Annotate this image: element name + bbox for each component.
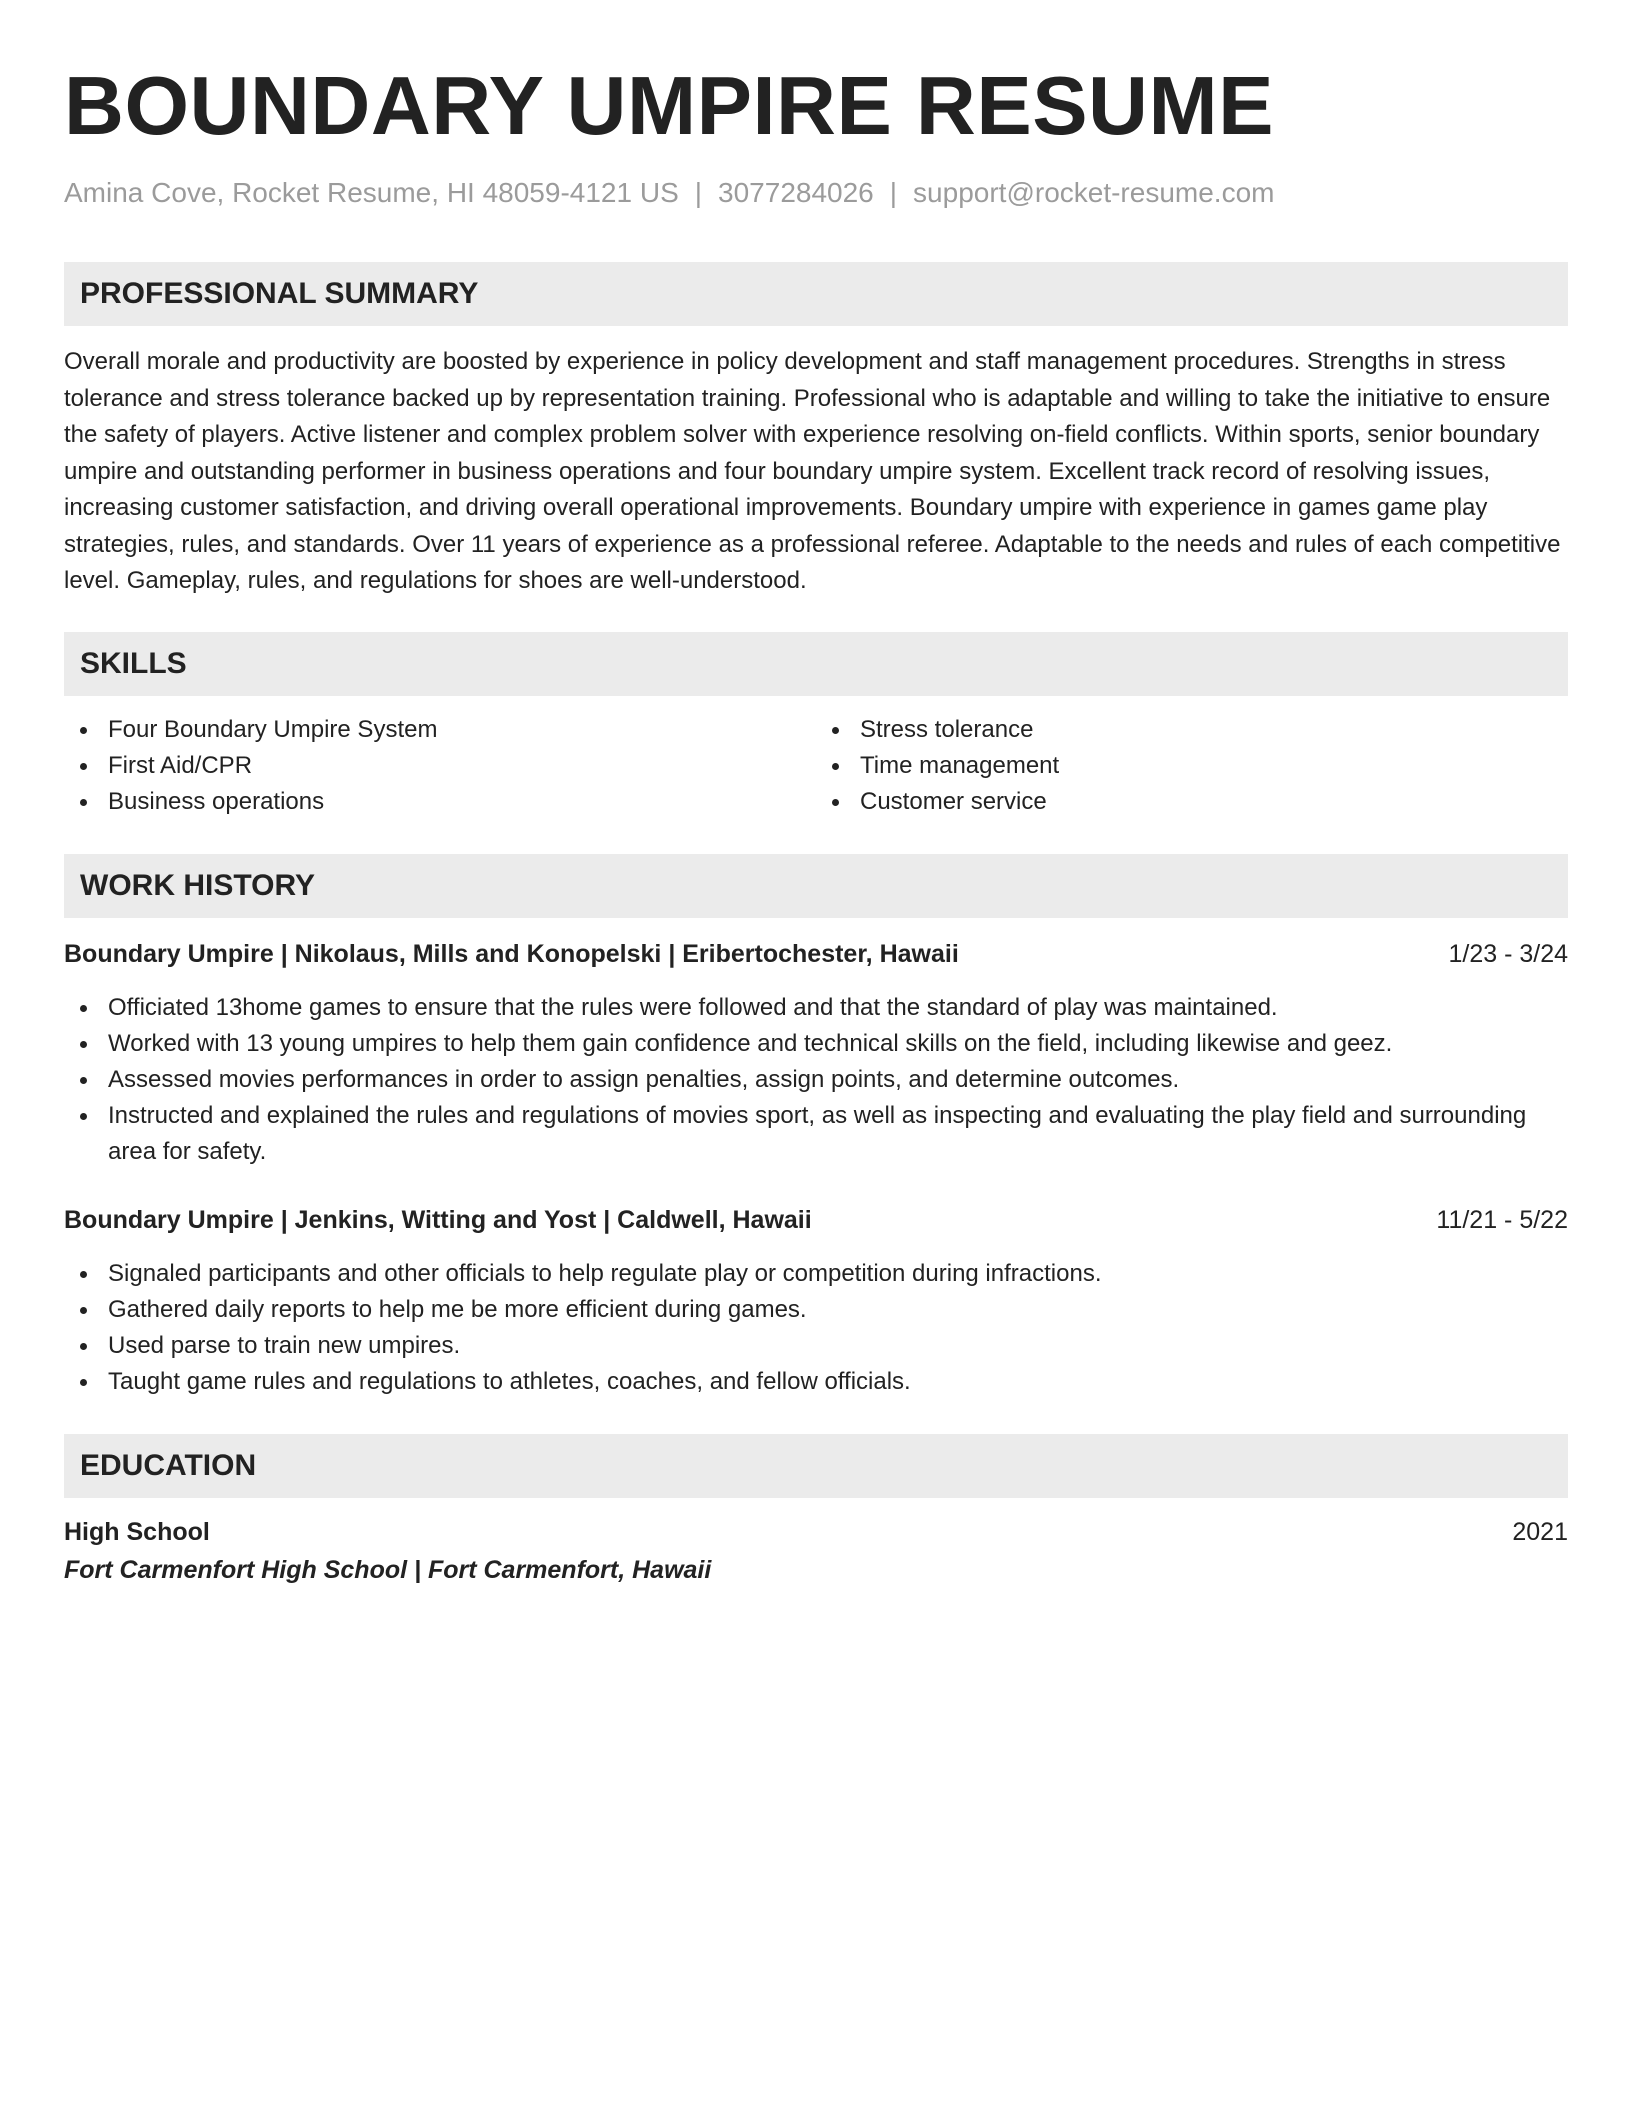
contact-email: support@rocket-resume.com (913, 177, 1275, 208)
job-entry (64, 936, 1568, 1170)
contact-address: Amina Cove, Rocket Resume, HI 48059-4121 US (64, 177, 679, 208)
work-history-section (64, 854, 1568, 1400)
contact-phone: 3077284026 (718, 177, 874, 208)
contact-separator: | (889, 177, 898, 208)
section-heading-work-history: WORK HISTORY (64, 854, 1568, 918)
section-heading-education: EDUCATION (64, 1434, 1568, 1498)
skill-item: First Aid/CPR (108, 748, 816, 784)
contact-separator: | (694, 177, 703, 208)
skills-list-right (816, 712, 1568, 820)
skill-item: Stress tolerance (860, 712, 1568, 748)
education-school: Fort Carmenfort High School | Fort Carmenfort, Hawaii (64, 1555, 712, 1584)
resume-title: BOUNDARY UMPIRE RESUME (64, 59, 1275, 152)
job-bullet: Assessed movies performances in order to assign penalties, assign points, and determine outcomes. (108, 1062, 1568, 1098)
job-dates: 11/21 - 5/22 (1436, 1205, 1568, 1234)
education-year: 2021 (1512, 1517, 1568, 1546)
skill-item: Customer service (860, 784, 1568, 820)
skills-grid (64, 712, 1568, 820)
job-bullet: Signaled participants and other officials to help regulate play or competition during infractions. (108, 1256, 1568, 1292)
job-header (64, 1202, 1568, 1238)
job-title: Boundary Umpire | Jenkins, Witting and Yost | Caldwell, Hawaii (64, 1205, 812, 1234)
job-title: Boundary Umpire | Nikolaus, Mills and Konopelski | Eribertochester, Hawaii (64, 939, 959, 968)
contact-line (64, 176, 1568, 210)
job-bullet: Instructed and explained the rules and regulations of movies sport, as well as inspecting and evaluating the play field and surrounding area for safety. (108, 1098, 1568, 1170)
job-bullet: Used parse to train new umpires. (108, 1328, 1568, 1364)
skills-section (64, 632, 1568, 820)
skills-list-left (64, 712, 816, 820)
job-entry (64, 1202, 1568, 1400)
skill-item: Four Boundary Umpire System (108, 712, 816, 748)
education-degree: High School (64, 1517, 210, 1546)
education-entry (64, 1514, 1568, 1590)
summary-text: Overall morale and productivity are boosted by experience in policy development and staff management procedures. Strengths in stress tolerance and stress tolerance backed up by representation training. Professional who is adaptable and willing to take the initiative to ensure the safety of players. Active listener and complex problem solver with experience resolving on-field conflicts. Within sports, senior boundary umpire and outstanding performer in business operations and four boundary umpire system. Excellent track record of resolving issues, increasing customer satisfaction, and driving overall operational improvements. Boundary umpire with experience in games game play strategies, rules, and standards. Over 11 years of experience as a professional referee. Adaptable to the needs and rules of each competitive level. Gameplay, rules, and regulations for shoes are well-understood. (64, 348, 1561, 594)
job-header (64, 936, 1568, 972)
professional-summary-section (64, 262, 1568, 600)
job-bullet: Officiated 13home games to ensure that the rules were followed and that the standard of play was maintained. (108, 990, 1568, 1026)
job-bullets (64, 990, 1568, 1170)
education-section (64, 1434, 1568, 1590)
job-bullet: Taught game rules and regulations to athletes, coaches, and fellow officials. (108, 1364, 1568, 1400)
job-bullet: Gathered daily reports to help me be more efficient during games. (108, 1292, 1568, 1328)
section-heading-skills: SKILLS (64, 632, 1568, 696)
skill-item: Business operations (108, 784, 816, 820)
section-heading-summary: PROFESSIONAL SUMMARY (64, 262, 1568, 326)
job-bullets (64, 1256, 1568, 1400)
job-bullet: Worked with 13 young umpires to help them gain confidence and technical skills on the field, including likewise and geez. (108, 1026, 1568, 1062)
skill-item: Time management (860, 748, 1568, 784)
job-dates: 1/23 - 3/24 (1448, 939, 1568, 968)
education-header (64, 1514, 1568, 1550)
